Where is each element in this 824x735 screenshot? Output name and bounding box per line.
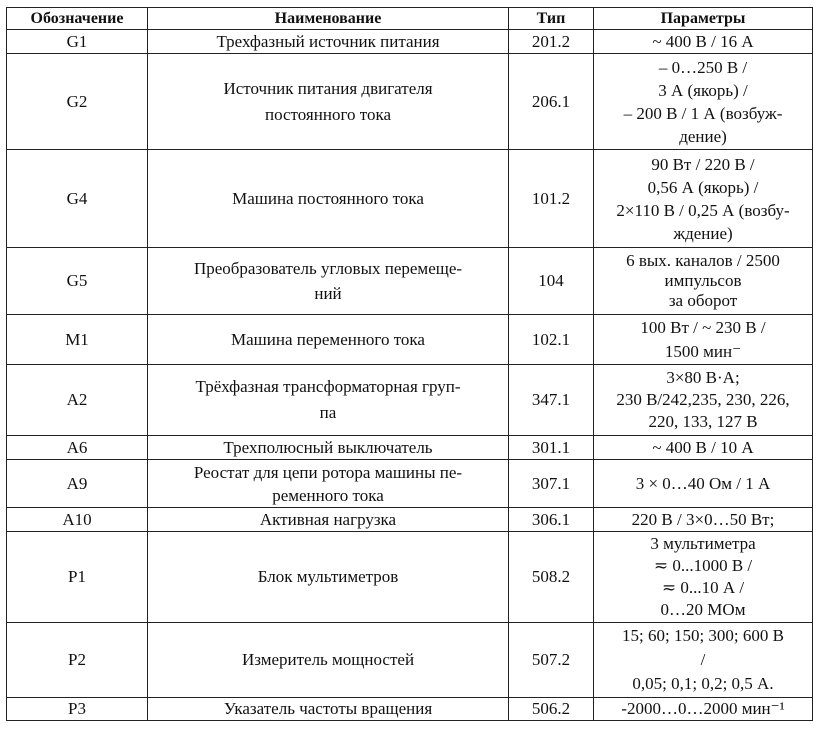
cell-designation: A9	[7, 460, 148, 508]
name-line: Реостат для цепи ротора машины пе-	[193, 462, 463, 482]
cell-name	[148, 623, 509, 698]
cell-params	[594, 150, 813, 248]
name-line: ний	[314, 284, 342, 303]
cell-params	[594, 54, 813, 150]
table-row	[7, 532, 813, 623]
name-line: Трехфазный источник питания	[216, 31, 440, 51]
param-line: -2000…0…2000 мин⁻¹	[621, 699, 785, 718]
param-line: дение)	[679, 126, 727, 146]
table-row	[7, 248, 813, 315]
cell-params	[594, 532, 813, 623]
param-line: 1500 мин⁻	[664, 341, 742, 361]
cell-params	[594, 460, 813, 508]
cell-designation: G2	[7, 54, 148, 150]
header-name: Наименование	[148, 8, 509, 30]
cell-designation: M1	[7, 315, 148, 365]
cell-name	[148, 248, 509, 315]
cell-name	[148, 532, 509, 623]
table-row	[7, 623, 813, 698]
cell-params	[594, 315, 813, 365]
cell-name	[148, 315, 509, 365]
param-line: 0,05; 0,1; 0,2; 0,5 А.	[632, 674, 774, 693]
name-line: Трехполюсный выключатель	[223, 437, 433, 457]
name-line: Машина постоянного тока	[232, 188, 424, 208]
cell-type: 301.1	[509, 436, 594, 460]
cell-params	[594, 365, 813, 436]
name-line: ременного тока	[272, 485, 384, 505]
cell-type: 507.2	[509, 623, 594, 698]
table-row	[7, 150, 813, 248]
param-line: ~ 400 В / 10 А	[652, 437, 754, 457]
header-params: Параметры	[594, 8, 813, 30]
param-line: ≂ 0...1000 В /	[653, 556, 753, 575]
cell-type: 102.1	[509, 315, 594, 365]
param-line: 3×80 В·А;	[666, 368, 740, 387]
table-row	[7, 315, 813, 365]
param-line: 15; 60; 150; 300; 600 В	[622, 626, 784, 645]
param-line: 0…20 МОм	[660, 600, 746, 619]
table-row	[7, 365, 813, 436]
cell-designation: A6	[7, 436, 148, 460]
cell-type: 347.1	[509, 365, 594, 436]
table-header-row	[7, 8, 813, 30]
cell-designation: P3	[7, 698, 148, 721]
cell-name	[148, 436, 509, 460]
param-line: ждение)	[673, 223, 733, 243]
name-line: Источник питания двигателя	[223, 78, 433, 98]
table-row	[7, 698, 813, 721]
name-line: Преобразователь угловых перемеще-	[193, 259, 463, 278]
cell-name	[148, 698, 509, 721]
param-line: 6 вых. каналов / 2500	[626, 251, 780, 270]
name-line: Трёхфазная трансформаторная груп-	[195, 377, 461, 396]
name-line: па	[319, 403, 337, 422]
cell-designation: P2	[7, 623, 148, 698]
cell-name	[148, 150, 509, 248]
cell-params	[594, 30, 813, 54]
table-row	[7, 30, 813, 54]
equipment-table	[6, 7, 813, 721]
param-line: 90 Вт / 220 В /	[651, 154, 755, 174]
param-line: – 200 В / 1 А (возбуж-	[623, 103, 783, 123]
cell-type: 508.2	[509, 532, 594, 623]
name-line: постоянного тока	[264, 104, 391, 124]
cell-params	[594, 248, 813, 315]
cell-type: 506.2	[509, 698, 594, 721]
table-row	[7, 54, 813, 150]
table-row	[7, 460, 813, 508]
name-line: Указатель частоты вращения	[223, 699, 433, 718]
table-row	[7, 436, 813, 460]
param-line: /	[700, 650, 706, 669]
param-line: ≂ 0...10 А /	[661, 578, 745, 597]
cell-designation: G4	[7, 150, 148, 248]
cell-designation: G5	[7, 248, 148, 315]
param-line: импульсов	[664, 271, 742, 290]
name-line: Машина переменного тока	[231, 329, 425, 349]
param-line: 220, 133, 127 В	[648, 412, 758, 431]
cell-params	[594, 436, 813, 460]
cell-name	[148, 508, 509, 532]
cell-name	[148, 30, 509, 54]
param-line: – 0…250 В /	[658, 57, 748, 77]
cell-type: 307.1	[509, 460, 594, 508]
cell-name	[148, 365, 509, 436]
cell-designation: A2	[7, 365, 148, 436]
cell-params	[594, 698, 813, 721]
cell-type: 201.2	[509, 30, 594, 54]
name-line: Измеритель мощностей	[241, 650, 415, 669]
cell-type: 306.1	[509, 508, 594, 532]
param-line: 3 × 0…40 Ом / 1 А	[635, 473, 771, 493]
name-line: Активная нагрузка	[259, 509, 397, 529]
cell-type: 104	[509, 248, 594, 315]
cell-type: 206.1	[509, 54, 594, 150]
cell-designation: A10	[7, 508, 148, 532]
cell-name	[148, 54, 509, 150]
cell-name	[148, 460, 509, 508]
cell-type: 101.2	[509, 150, 594, 248]
param-line: 220 В / 3×0…50 Вт;	[631, 509, 775, 529]
cell-designation: P1	[7, 532, 148, 623]
param-line: 100 Вт / ~ 230 В /	[640, 317, 766, 337]
cell-params	[594, 623, 813, 698]
param-line: 3 А (якорь) /	[658, 80, 748, 100]
param-line: 2×110 В / 0,25 А (возбу-	[616, 200, 790, 220]
cell-designation: G1	[7, 30, 148, 54]
cell-params	[594, 508, 813, 532]
param-line: 3 мультиметра	[650, 534, 756, 553]
param-line: ~ 400 В / 16 А	[652, 31, 754, 51]
param-line: 0,56 А (якорь) /	[647, 177, 759, 197]
name-line: Блок мультиметров	[257, 567, 399, 586]
param-line: за оборот	[668, 291, 738, 310]
header-type: Тип	[509, 8, 594, 30]
header-designation: Обозначение	[7, 8, 148, 30]
table-row	[7, 508, 813, 532]
param-line: 230 В/242,235, 230, 226,	[616, 390, 790, 409]
